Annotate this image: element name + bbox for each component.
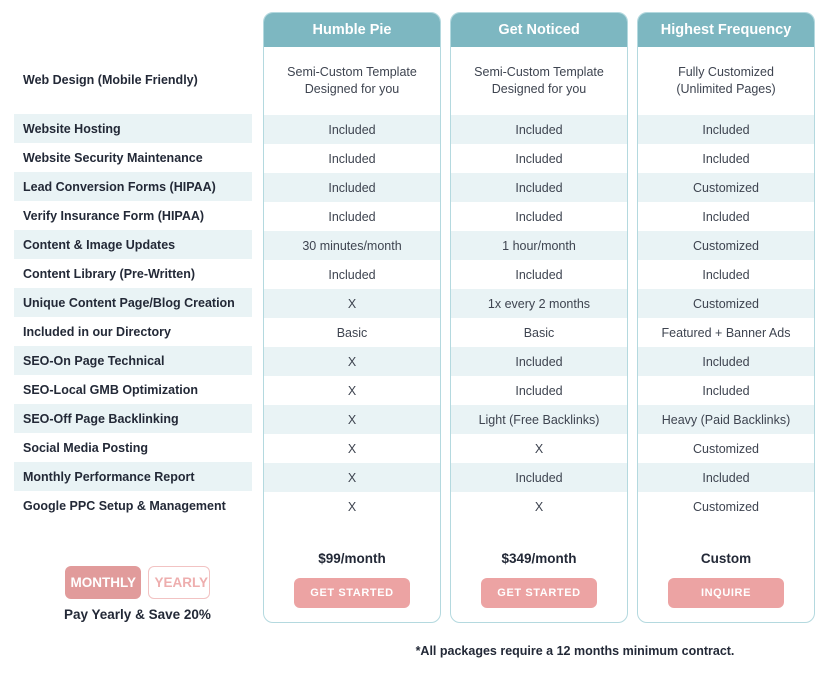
plan-cell: Included	[328, 267, 376, 282]
feature-label: Included in our Directory	[23, 324, 171, 339]
feature-label: Monthly Performance Report	[14, 462, 252, 491]
plan-cell: Included	[702, 151, 750, 166]
plan-cell: X	[347, 499, 357, 514]
billing-buttons	[64, 566, 210, 599]
plan-cell: Customized	[638, 173, 814, 202]
plan-cell: X	[264, 463, 440, 492]
plan-cell: Included	[702, 209, 750, 224]
plan-cell: Included	[264, 173, 440, 202]
plan-cell: Basic	[336, 325, 368, 340]
plan-cell: X	[264, 289, 440, 318]
feature-label: Lead Conversion Forms (HIPAA)	[14, 172, 252, 201]
feature-column	[14, 46, 252, 520]
billing-toggle	[64, 566, 210, 622]
plan-cell: Fully Customized (Unlimited Pages)	[676, 65, 776, 96]
plan-cell: Included	[328, 151, 376, 166]
yearly-button[interactable]: YEARLY	[148, 566, 210, 599]
plan-cell: Included	[702, 267, 750, 282]
monthly-button[interactable]: MONTHLY	[65, 566, 141, 599]
feature-label: SEO-Local GMB Optimization	[23, 382, 199, 397]
plan-cell: Included	[638, 115, 814, 144]
plan-card	[637, 12, 815, 623]
plan-cell: X	[534, 441, 544, 456]
feature-label: Website Hosting	[14, 114, 252, 143]
plan-cell: Included	[515, 267, 563, 282]
plan-cell: X	[347, 441, 357, 456]
plan-cell: Included	[515, 383, 563, 398]
plan-cell: 1x every 2 months	[451, 289, 627, 318]
feature-label: Unique Content Page/Blog Creation	[14, 288, 252, 317]
plan-cell: Included	[702, 383, 750, 398]
plan-cell: Included	[515, 151, 563, 166]
plan-cell: Included	[638, 463, 814, 492]
plan-cell: Semi-Custom Template Designed for you	[287, 65, 417, 96]
feature-label: Web Design (Mobile Friendly)	[23, 73, 198, 87]
plan-name: Humble Pie	[264, 13, 440, 47]
feature-label: Google PPC Setup & Management	[23, 498, 226, 513]
plan-cell: Customized	[693, 441, 759, 456]
feature-label: Website Security Maintenance	[23, 150, 203, 165]
plan-cell: Included	[515, 209, 563, 224]
plan-cell: Semi-Custom Template Designed for you	[474, 65, 604, 96]
plan-card	[450, 12, 628, 623]
price-label: Custom	[700, 551, 752, 566]
plan-cell: Included	[451, 173, 627, 202]
plan-cell: Heavy (Paid Backlinks)	[638, 405, 814, 434]
cta-button[interactable]: GET STARTED	[294, 578, 410, 608]
cta-button[interactable]: GET STARTED	[481, 578, 597, 608]
plan-cell: Included	[451, 463, 627, 492]
plan-name: Highest Frequency	[638, 13, 814, 47]
plan-cell: X	[264, 347, 440, 376]
plan-card	[263, 12, 441, 623]
feature-label: Content & Image Updates	[14, 230, 252, 259]
plan-cell: Customized	[638, 289, 814, 318]
billing-note: Pay Yearly & Save 20%	[64, 607, 211, 622]
price-label: $349/month	[501, 551, 577, 566]
plan-cell: Basic	[523, 325, 555, 340]
plan-cell: Included	[264, 115, 440, 144]
plan-cell: Light (Free Backlinks)	[451, 405, 627, 434]
price-label: $99/month	[318, 551, 386, 566]
feature-label: Verify Insurance Form (HIPAA)	[23, 208, 205, 223]
plan-cell: Customized	[693, 499, 759, 514]
plan-cell: Included	[451, 347, 627, 376]
plan-cell: X	[264, 405, 440, 434]
plan-cell: Featured + Banner Ads	[661, 325, 791, 340]
plan-cell: Included	[328, 209, 376, 224]
plan-name: Get Noticed	[451, 13, 627, 47]
feature-label: Content Library (Pre-Written)	[23, 266, 195, 281]
cta-button[interactable]: INQUIRE	[668, 578, 784, 608]
plan-cell: X	[534, 499, 544, 514]
contract-footnote: *All packages require a 12 months minimum contract.	[415, 644, 735, 658]
plan-cell: X	[347, 383, 357, 398]
plan-cell: 1 hour/month	[451, 231, 627, 260]
plan-cell: Included	[638, 347, 814, 376]
feature-label: Social Media Posting	[23, 440, 149, 455]
feature-label: SEO-Off Page Backlinking	[14, 404, 252, 433]
plan-cell: Customized	[638, 231, 814, 260]
plan-cell: Included	[451, 115, 627, 144]
plan-cell: 30 minutes/month	[264, 231, 440, 260]
feature-label: SEO-On Page Technical	[14, 346, 252, 375]
